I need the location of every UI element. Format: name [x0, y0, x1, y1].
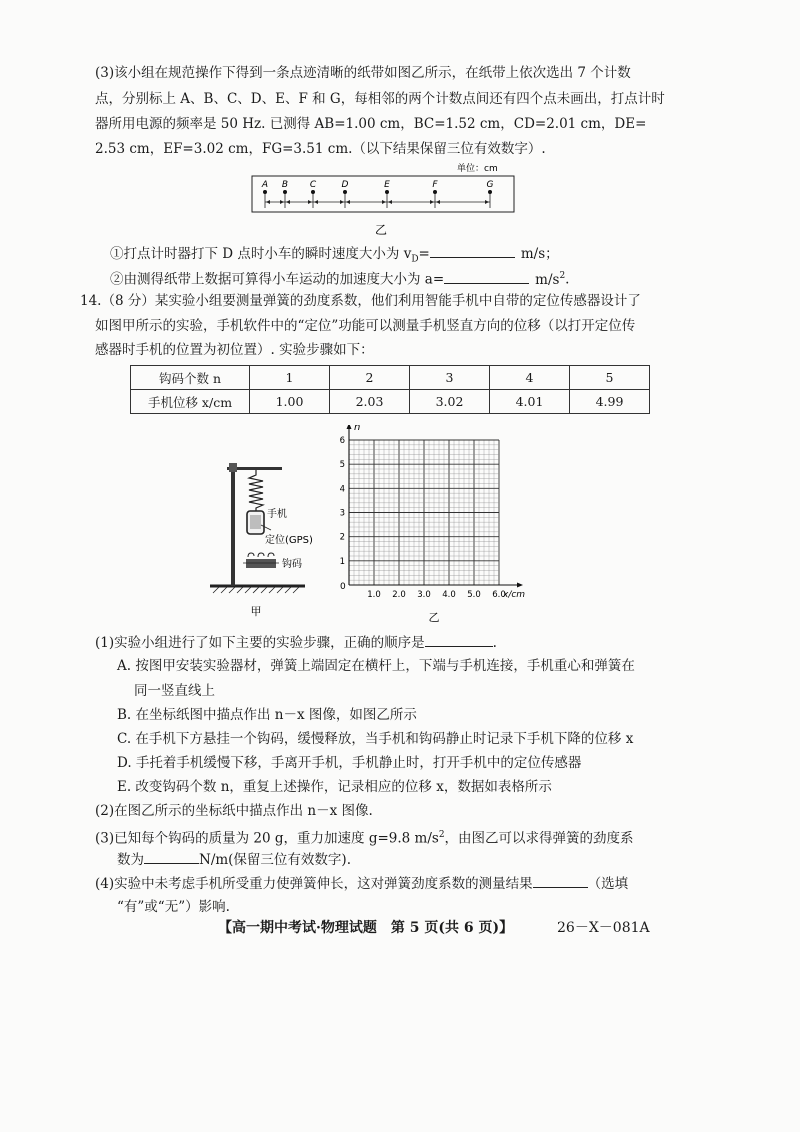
tape-points — [261, 180, 494, 208]
tape-strip — [252, 176, 514, 212]
x-tick-label: 4.0 — [442, 590, 456, 600]
q13-part3-line1: (3)该小组在规范操作下得到一条点迹清晰的纸带如图乙所示，在纸带上依次选出 7 个计数 — [95, 65, 631, 81]
y-tick-label: 1 — [339, 556, 345, 567]
q13-sub2-exp: 2 — [559, 271, 566, 281]
q13-sub1-unit: m/s； — [520, 246, 559, 262]
q14-p3b-text: 数为 — [117, 852, 144, 868]
x-tick-label: 3.0 — [417, 590, 431, 600]
weights-label: 钩码 — [282, 559, 302, 570]
tape-dot — [433, 190, 437, 194]
q14-intro-line2: 如图甲所示的实验，手机软件中的“定位”功能可以测量手机竖直方向的位移（以打开定位传 — [95, 318, 636, 334]
tape-point-label: A — [261, 180, 269, 190]
tape-dot — [385, 190, 389, 194]
q14-p1-end: . — [492, 635, 497, 651]
footer-title: 【高一期中考试·物理试题 第 5 页(共 6 页)】 — [218, 920, 514, 936]
q14-p1-text: (1)实验小组进行了如下主要的实验步骤，正确的顺序是 — [95, 635, 425, 651]
tape-arrow — [388, 200, 392, 204]
tape-dot — [283, 190, 287, 194]
step-e: E. 改变钩码个数 n，重复上述操作，记录相应的位移 x，数据如表格所示 — [117, 779, 552, 795]
tape-point-label: C — [309, 180, 317, 190]
y-tick-label: 6 — [339, 436, 345, 446]
y-axis-label: n — [354, 425, 361, 433]
tape-arrow — [280, 200, 284, 204]
table-row — [131, 366, 650, 390]
table-cell: 1 — [250, 366, 330, 390]
table-cell: 3.02 — [410, 390, 490, 414]
q14-p3-exp: 2 — [438, 830, 445, 840]
q13-sub1-eq: = — [418, 246, 430, 262]
table-cell: 4.01 — [490, 390, 570, 414]
q14-p3-text-2: ，由图乙可以求得弹簧的劲度系 — [444, 830, 634, 847]
tape-arrow — [430, 200, 434, 204]
q14-intro-line1: 14.（8 分）某实验小组要测量弹簧的劲度系数，他们利用智能手机中自带的定位传感器设计了 — [80, 293, 641, 309]
q13-part3-line2: 点，分别标上 A、B、C、D、E、F 和 G，每相邻的两个计数点间还有四个点未画出，打点计时 — [95, 91, 665, 107]
fig-yi-caption: 乙 — [428, 611, 440, 624]
y-tick-label: 3 — [339, 508, 345, 519]
tape-arrow — [286, 200, 290, 204]
tape-dot — [343, 190, 347, 194]
tape-arrow — [485, 200, 489, 204]
table-cell: 4 — [490, 366, 570, 390]
q14-p4-line2: “有”或“无”）影响. — [117, 899, 230, 915]
tape-dot — [263, 190, 267, 194]
tape-point-label: E — [384, 180, 390, 190]
chart-axes — [347, 425, 524, 588]
fig-jia-caption: 甲 — [250, 605, 262, 618]
q14-p4-post: （选填 — [587, 876, 629, 892]
x-tick-label: 6.0 — [492, 590, 506, 600]
step-c: C. 在手机下方悬挂一个钩码，缓慢释放，当手机和钩码静止时记录下手机下降的位移 x — [117, 731, 634, 747]
grid-lines — [349, 440, 499, 585]
x-axis-arrow — [517, 583, 523, 588]
stand-pole — [231, 465, 235, 586]
q13-sub1-subscript: D — [411, 254, 419, 265]
phone-screen — [250, 515, 261, 529]
x-tick-label: 5.0 — [467, 590, 481, 600]
step-d: D. 手托着手机缓慢下移，手离开手机，手机静止时，打开手机中的定位传感器 — [117, 755, 582, 771]
phone-label: 手机 — [267, 509, 287, 520]
q14-p3-text: (3)已知每个钩码的质量为 20 g，重力加速度 g=9.8 m/s — [95, 830, 439, 847]
q13-part3-line3: 器所用电源的频率是 50 Hz. 已测得 AB=1.00 cm，BC=1.52 cm，CD=2.01 cm，DE= — [95, 116, 647, 132]
tape-arrow — [346, 200, 350, 204]
step-a-line1: A. 按图甲安装实验器材，弹簧上端固定在横杆上，下端与手机连接，手机重心和弹簧在 — [117, 658, 635, 674]
tape-caption: 乙 — [374, 223, 388, 237]
tape-unit-label: 单位：cm — [457, 164, 498, 174]
q14-p2: (2)在图乙所示的坐标纸中描点作出 n－x 图像. — [95, 803, 373, 819]
origin-label: 0 — [340, 582, 346, 592]
tape-dot — [488, 190, 492, 194]
table-row — [131, 390, 650, 414]
hook-weights-icon — [243, 553, 279, 568]
tape-point-label: B — [281, 180, 289, 190]
tape-arrow — [266, 200, 270, 204]
table-cell: 2 — [330, 366, 410, 390]
y-tick-label: 2 — [339, 532, 345, 543]
tape-arrow — [382, 200, 386, 204]
answer-blank-a[interactable] — [444, 269, 529, 284]
q14-p3-line2 — [117, 849, 351, 870]
tape-point-label: F — [432, 180, 438, 190]
table-cell: 5 — [570, 366, 650, 390]
answer-blank-effect[interactable] — [533, 873, 588, 888]
paper-tape-figure — [245, 160, 525, 240]
x-tick-label: 1.0 — [367, 590, 381, 600]
y-tick-label: 4 — [339, 484, 345, 495]
tape-arrow — [314, 200, 318, 204]
tape-arrow — [340, 200, 344, 204]
answer-blank-k[interactable] — [144, 849, 199, 864]
table-cell: 2.03 — [330, 390, 410, 414]
step-b: B. 在坐标纸图中描点作出 n－x 图像，如图乙所示 — [117, 707, 417, 723]
q13-sub1-text: ①打点计时器打下 D 点时小车的瞬时速度大小为 v — [110, 246, 412, 262]
q13-sub2-unit: m/s — [535, 271, 560, 288]
table-cell: 3 — [410, 366, 490, 390]
ground-hatch — [213, 587, 299, 593]
clamp — [229, 463, 237, 472]
q14-p4-text: (4)实验中未考虑手机所受重力使弹簧伸长，这对弹簧劲度系数的测量结果 — [95, 876, 533, 892]
spring — [249, 470, 263, 511]
footer-code: 26－X－081A — [557, 920, 650, 936]
table-cell: 1.00 — [250, 390, 330, 414]
y-axis-arrow — [347, 425, 352, 429]
tape-point-label: D — [341, 180, 349, 190]
q14-p4-line1 — [95, 873, 628, 894]
q13-sub2-end: . — [565, 271, 570, 288]
graph-paper-chart — [335, 425, 550, 630]
x-tick-label: 2.0 — [392, 590, 406, 600]
q13-sub2 — [110, 266, 569, 290]
q14-intro-line3: 感器时手机的位置为初位置）. 实验步骤如下： — [95, 342, 374, 358]
tape-arrow — [308, 200, 312, 204]
q14-p3b-post: N/m(保留三位有效数字). — [199, 852, 351, 868]
answer-blank-order[interactable] — [425, 632, 493, 647]
step-a-line2: 同一竖直线上 — [134, 683, 215, 699]
answer-blank-vd[interactable] — [430, 243, 515, 258]
q13-sub2-text: ②由测得纸带上数据可算得小车运动的加速度大小为 a= — [110, 271, 445, 288]
tape-point-label: G — [486, 180, 494, 190]
table-header-x: 手机位移 x/cm — [131, 390, 250, 414]
y-tick-label: 5 — [339, 460, 345, 471]
spring-apparatus-figure — [205, 455, 330, 625]
q13-part3-line4: 2.53 cm，EF=3.02 cm，FG=3.51 cm.（以下结果保留三位有效数字）. — [95, 141, 546, 157]
table-header-n: 钩码个数 n — [131, 366, 250, 390]
q14-p3-line1 — [95, 825, 634, 849]
gps-label: 定位(GPS) — [265, 535, 313, 546]
x-axis-label: x/cm — [503, 590, 526, 600]
data-table — [130, 365, 650, 414]
tape-dot — [311, 190, 315, 194]
tape-arrow — [436, 200, 440, 204]
q14-p1 — [95, 632, 497, 653]
table-cell: 4.99 — [570, 390, 650, 414]
